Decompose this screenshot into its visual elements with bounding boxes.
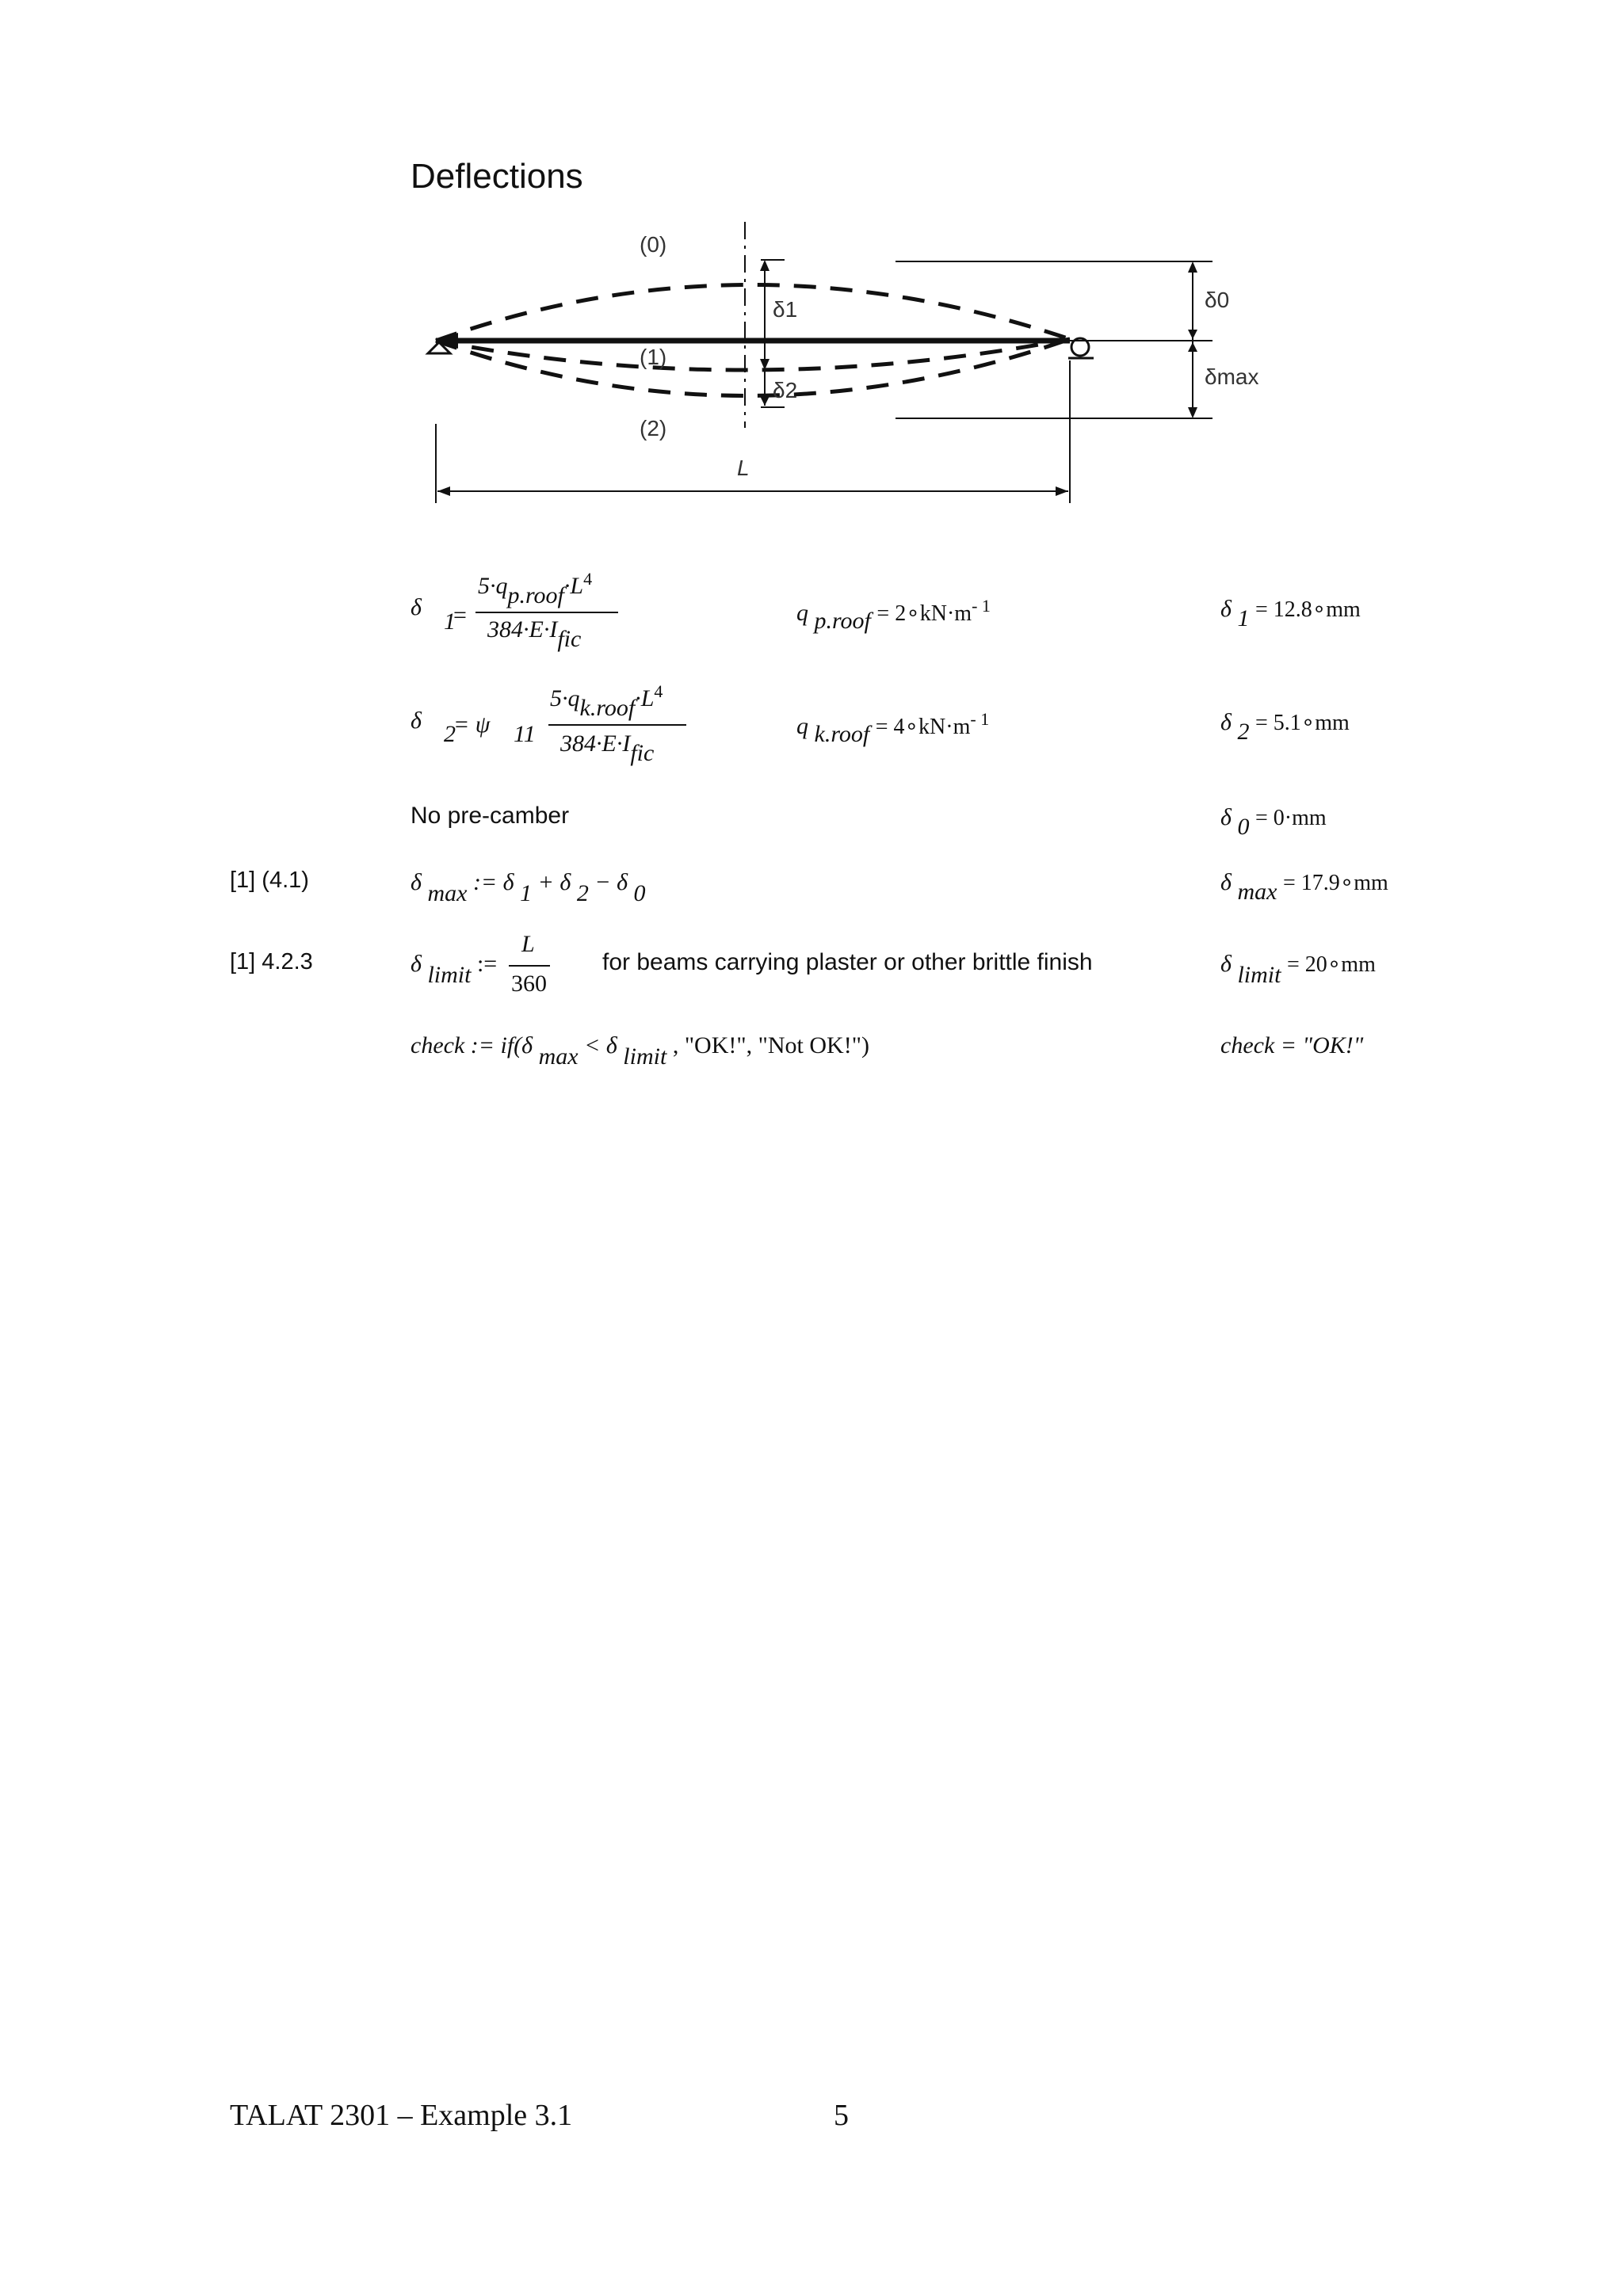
eq-delta-limit-denominator: 360 bbox=[511, 971, 547, 997]
q-proof: q p.roof = $2\circ kN\cdot m^{- 1}$ bbox=[796, 596, 991, 634]
footer-doc-title: TALAT 2301 – Example 3.1 bbox=[230, 2099, 573, 2132]
ref-4-1: [1] (4.1) bbox=[230, 868, 309, 893]
eq-delta1-assign: = bbox=[453, 602, 467, 628]
curve-0 bbox=[436, 284, 1070, 341]
eq-delta2-numerator: $5\cdot qk.roof\cdot L^4$ bbox=[550, 681, 663, 721]
eq-delta1-numerator: $5\cdot qp.roof\cdot L^4$ bbox=[478, 569, 593, 608]
eq-check: check := if(δ max < δ limit , "OK!", "Not OK!") bbox=[411, 1032, 869, 1070]
delta2-label: δ2 bbox=[773, 378, 798, 402]
eq-delta1-lhs: δ bbox=[411, 594, 422, 620]
result-delta2: δ 2 = 5.1∘mm bbox=[1220, 709, 1350, 745]
limit-note: for beams carrying plaster or other brittle finish bbox=[602, 949, 1093, 975]
eq-delta1-sub: 1 bbox=[444, 608, 456, 635]
eq-delta2-denominator: 384·E·Ific bbox=[560, 730, 655, 766]
result-delta0: δ 0 = 0·mm bbox=[1220, 804, 1327, 840]
eq-delta2-fraction-bar bbox=[548, 724, 686, 726]
no-precamber-label: No pre-camber bbox=[411, 803, 570, 829]
result-delta1: δ 1 = 12.8∘mm bbox=[1220, 596, 1361, 631]
deltamax-label: δmax bbox=[1205, 364, 1259, 389]
eq-delta2-sub: 2 bbox=[444, 721, 456, 747]
eq-delta-max: δ max := δ 1 + δ 2 − δ 0 bbox=[411, 869, 646, 906]
curve-0-label: (0) bbox=[640, 232, 667, 257]
curve-1-label: (1) bbox=[640, 345, 667, 369]
q-kroof: q k.roof = $4\circ kN\cdot m^{- 1}$ bbox=[796, 709, 990, 747]
eq-delta2-lhs: δ bbox=[411, 707, 422, 734]
eq-delta-limit-numerator: L bbox=[521, 931, 535, 957]
eq-delta1-denominator: 384·E·Ific bbox=[487, 616, 582, 652]
result-check: check = "OK!" bbox=[1220, 1032, 1364, 1058]
delta1-label: δ1 bbox=[773, 297, 798, 322]
section-title: Deflections bbox=[411, 157, 583, 196]
eq-delta2-psi-sub: 11 bbox=[514, 721, 536, 747]
eq-delta1-fraction-bar bbox=[475, 612, 618, 613]
result-delta-limit: δ limit = 20∘mm bbox=[1220, 951, 1376, 988]
deflection-diagram bbox=[412, 214, 1331, 515]
span-label: L bbox=[737, 456, 750, 480]
curve-2-label: (2) bbox=[640, 416, 667, 441]
footer-page-number: 5 bbox=[834, 2099, 849, 2132]
curve-2 bbox=[436, 339, 1070, 396]
eq-delta-limit-lhs: δ limit := bbox=[411, 951, 498, 988]
eq-delta2-assign: = ψ bbox=[453, 711, 491, 738]
delta0-label: δ0 bbox=[1205, 288, 1230, 312]
ref-4-2-3: [1] 4.2.3 bbox=[230, 949, 313, 974]
result-delta-max: δ max = 17.9∘mm bbox=[1220, 869, 1388, 905]
eq-delta-limit-fraction-bar bbox=[509, 965, 550, 967]
